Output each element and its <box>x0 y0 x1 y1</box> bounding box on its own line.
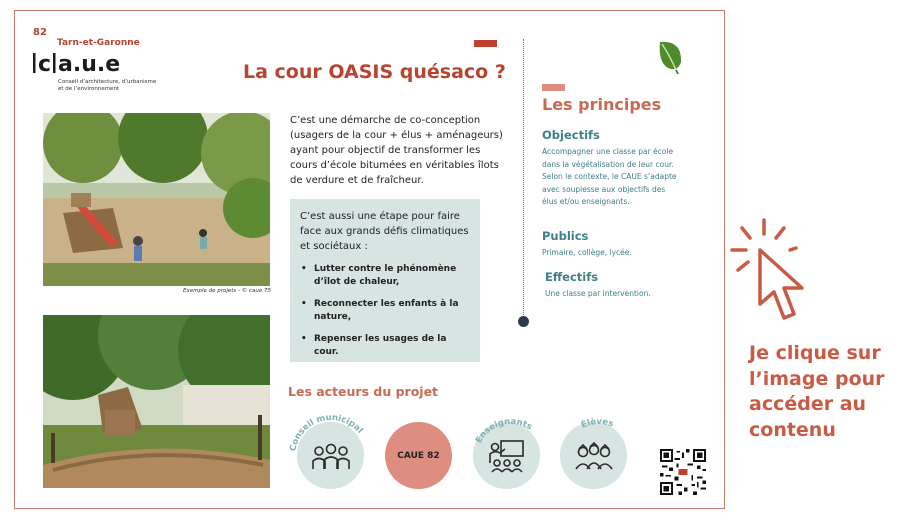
arc-text-3: Enseignants <box>474 416 534 445</box>
vertical-divider <box>523 39 524 321</box>
qr-code[interactable] <box>660 449 706 495</box>
caue-wordmark <box>33 47 133 77</box>
leaf-icon <box>656 38 684 74</box>
principes-title: Les principes <box>542 95 662 114</box>
caue-logo <box>33 27 173 97</box>
arc-text-1: Conseil municipal <box>288 412 365 453</box>
dept-name: Tarn-et-Garonne <box>57 38 140 48</box>
svg-text:Enseignants <box>474 417 534 445</box>
cta-line-2: l’image pour <box>749 367 885 390</box>
defis-list <box>300 263 470 359</box>
actor-caue-82 <box>385 422 452 489</box>
publics-text: Primaire, collège, lycée. <box>542 248 632 257</box>
logo-subtitle <box>58 79 178 93</box>
poster-card[interactable] <box>14 10 725 509</box>
photo-caption: Exemple de projets - © caue 75 <box>183 288 272 294</box>
logo-subtitle-line2: et de l’environnement <box>58 86 120 92</box>
conseil-municipal-arc-label <box>285 406 375 466</box>
cta-line-3: accéder au <box>749 393 867 415</box>
effectifs-title: Effectifs <box>545 270 599 284</box>
playground-photo-1[interactable] <box>43 113 270 286</box>
playground-photo-2[interactable] <box>43 315 270 488</box>
main-title: La cour OASIS quésaco ? <box>243 61 506 83</box>
svg-text:a.u.e: a.u.e <box>58 52 121 77</box>
playground-photo-2-image <box>43 315 270 488</box>
principes-accent-bar <box>542 84 565 91</box>
playground-photo-1-image <box>43 113 270 286</box>
svg-text:c: c <box>38 52 52 77</box>
logo-subtitle-line1: Conseil d’architecture, d’urbanisme <box>58 79 157 85</box>
svg-text:Conseil municipal <box>288 413 364 452</box>
divider-dot <box>518 316 529 327</box>
objectifs-title: Objectifs <box>542 128 600 142</box>
title-accent-bar <box>474 40 497 47</box>
list-item: • Lutter contre le phénomène d’îlot de chaleur, <box>300 263 470 289</box>
publics-title: Publics <box>542 229 589 243</box>
acteurs-title: Les acteurs du projet <box>288 384 439 399</box>
intro-paragraph: C’est une démarche de co-conception (usagers de la cour + élus + aménageurs) ayant pour objectif de transformer les cours d’école bitumées en véritables îlots de verdure et de fraîcheur. <box>290 115 503 186</box>
cta-text[interactable] <box>749 341 894 443</box>
defis-box <box>290 199 480 362</box>
arc-text-4: Élèves <box>579 416 615 431</box>
enseignants-arc-label <box>465 408 555 463</box>
eleves-arc-label <box>553 408 643 463</box>
list-item: • Reconnecter les enfants à la nature, <box>300 298 470 324</box>
cta-line-1: Je clique sur <box>749 342 881 364</box>
caue82-label: CAUE 82 <box>397 450 440 461</box>
list-item: • Repenser les usages de la cour. <box>300 333 470 359</box>
defis-lead: C’est aussi une étape pour faire face aux grands défis climatiques et sociétaux : <box>300 211 469 252</box>
effectifs-text: Une classe par intervention. <box>545 289 651 298</box>
click-cursor-icon <box>730 212 814 330</box>
cta-line-4: contenu <box>749 418 836 441</box>
objectifs-text: Accompagner une classe par école dans la végétalisation de leur cour. Selon le contexte, le CAUE s’adapte avec souplesse aux objectifs des élus et/ou enseignants. <box>542 147 677 206</box>
svg-text:Élèves <box>579 416 615 431</box>
dept-number: 82 <box>33 27 47 38</box>
